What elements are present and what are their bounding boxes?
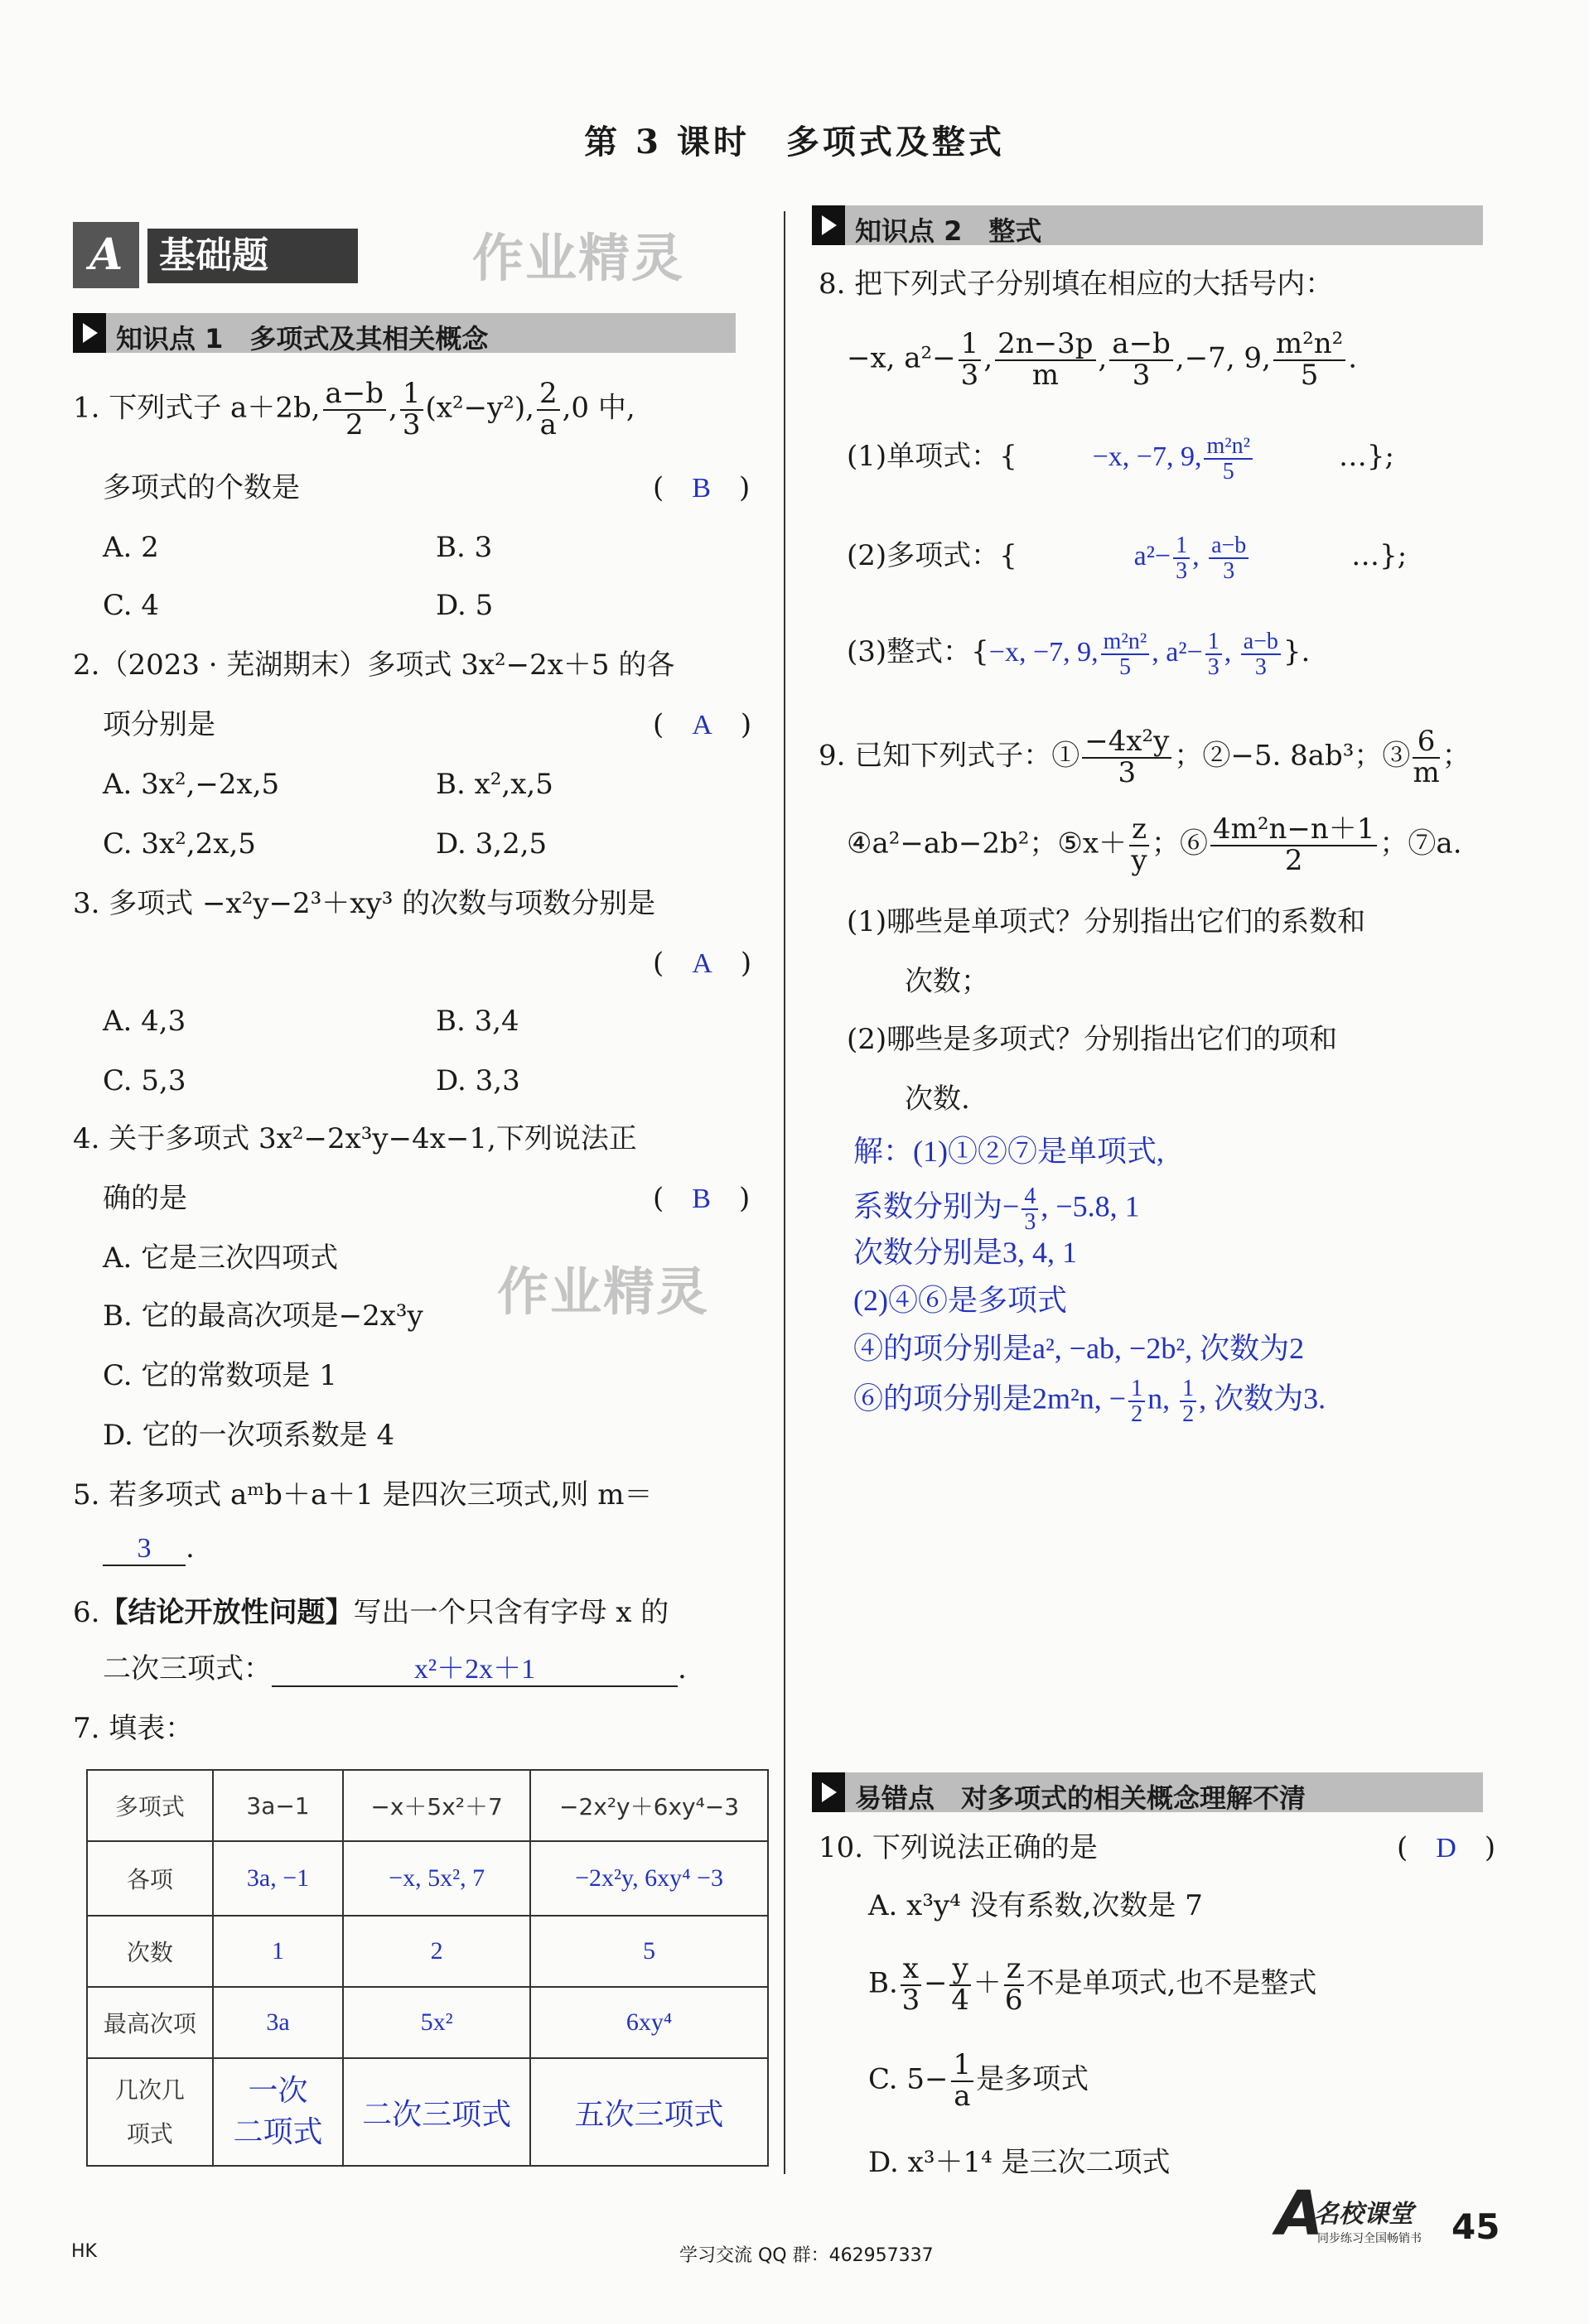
- q9-solution-2: 系数分别为− $\frac{4}{3}$ , −5.8, 1: [853, 1184, 1140, 1236]
- q1-answer: B: [692, 473, 711, 504]
- q9-solution-5: ④的项分别是a², −ab, −2b², 次数为2: [853, 1332, 1305, 1365]
- q9-solution-3: 次数分别是3, 4, 1: [853, 1236, 1078, 1269]
- q3-option-b: B. 3,4: [436, 1005, 519, 1038]
- q7-degree-c1: 1: [213, 1916, 343, 1987]
- q8-frac3: $\frac{a-b}{3}$: [1109, 330, 1173, 390]
- kp3-bar: [812, 1772, 1483, 1812]
- q1-stem-a: 1. 下列式子 a＋2b,: [73, 391, 321, 425]
- q6-line1: 6.【结论开放性问题】写出一个只含有字母 x 的: [73, 1596, 669, 1629]
- q6-answer: x²＋2x＋1: [272, 1653, 678, 1687]
- q9-sub2b: 次数.: [905, 1082, 970, 1116]
- q8-p2-frac2: $\frac{a-b}{3}$: [1209, 533, 1248, 584]
- q9-line1: 9. 已知下列式子：① $\frac{\text{−4x²y}}{3}$ ；②−5. 8ab³；③ $\frac{6}{m}$ ；: [819, 725, 1471, 789]
- q7-kind-c3: 五次三项式: [530, 2058, 768, 2166]
- q9-expr6: $\frac{\text{4m²n−n＋1}}{2}$: [1210, 815, 1377, 875]
- q7-row-highest-label: 最高次项: [87, 1987, 213, 2058]
- q5-answer-blank: 3 .: [103, 1532, 195, 1566]
- q7-kind-c2: 二次三项式: [343, 2058, 530, 2166]
- brand-name: 名校课堂: [1314, 2200, 1413, 2229]
- q6-line2: 二次三项式： x²＋2x＋1 .: [103, 1653, 687, 1687]
- q3-answer-box: ( A ): [653, 947, 752, 980]
- q7-degree-c3: 5: [530, 1916, 768, 1987]
- q1-option-b: B. 3: [436, 531, 493, 564]
- q3-answer: A: [692, 948, 712, 979]
- q9-sub1a: (1)哪些是单项式？分别指出它们的系数和: [847, 905, 1366, 938]
- q9-sol2-frac: $\frac{4}{3}$: [1022, 1184, 1038, 1235]
- q9-solution-1: 解：(1)①②⑦是单项式,: [853, 1135, 1164, 1168]
- q4-option-b: B. 它的最高次项是−2x³y: [103, 1299, 423, 1333]
- q1-frac1: $\frac{a-b}{2}$: [323, 379, 387, 440]
- q7-header-0: 多项式: [87, 1770, 213, 1841]
- q9-solution-4: (2)④⑥是多项式: [853, 1284, 1067, 1317]
- q9-expr5: $\frac{z}{y}$: [1129, 815, 1149, 875]
- q8-part1: (1)单项式：{ −x, −7, 9, $\frac{\text{m²n²}}{5}$ …};: [847, 433, 1394, 485]
- q4-option-a: A. 它是三次四项式: [103, 1242, 339, 1275]
- q8-part3-answer: −x, −7, 9, $\frac{\text{m²n²}}{5}$ , a²− $\frac{1}{3}$ , $\frac{a-b}{3}$: [989, 637, 1283, 668]
- q8-part1-answer: −x, −7, 9, $\frac{\text{m²n²}}{5}$: [1093, 441, 1255, 472]
- q3-option-a: A. 4,3: [103, 1005, 186, 1038]
- q4-line1: 4. 关于多项式 3x²−2x³y−4x−1,下列说法正: [73, 1122, 637, 1155]
- q7-label: 7. 填表：: [73, 1712, 194, 1745]
- q4-option-d: D. 它的一次项系数是 4: [103, 1419, 395, 1452]
- q4-line2: 确的是: [103, 1182, 187, 1215]
- q7-row-kind-label: 几次几 项式: [87, 2058, 213, 2166]
- q2-answer-box: ( A ): [653, 708, 752, 741]
- q7-header-2: −x＋5x²＋7: [343, 1770, 530, 1841]
- kp1-label: 知识点 1 多项式及其相关概念: [116, 323, 489, 354]
- q8-p1-frac: $\frac{\text{m²n²}}{5}$: [1204, 434, 1253, 485]
- q1-option-d: D. 5: [436, 589, 494, 622]
- q1-line2: 多项式的个数是: [103, 471, 300, 504]
- q6-tag: 【结论开放性问题】: [99, 1596, 354, 1629]
- play-triangle-icon: [73, 313, 106, 353]
- q4-option-c: C. 它的常数项是 1: [103, 1359, 337, 1392]
- column-divider: [784, 211, 785, 2174]
- q10-b-frac-z: $\frac{z}{6}$: [1004, 1952, 1023, 2017]
- q9-sub2a: (2)哪些是多项式？分别指出它们的项和: [847, 1023, 1338, 1056]
- q8-part2: (2)多项式：{ a²− $\frac{1}{3}$ , $\frac{a-b}{3}$ …};: [847, 533, 1408, 585]
- q2-option-b: B. x²,x,5: [436, 768, 553, 801]
- q9-expr1: $\frac{\text{−4x²y}}{3}$: [1082, 727, 1171, 788]
- q10-c-frac: $\frac{1}{a}$: [951, 2051, 974, 2111]
- q8-p3-frac2: $\frac{1}{3}$: [1205, 629, 1222, 680]
- q1-frac3: $\frac{2}{a}$: [537, 379, 560, 440]
- q8-frac1: $\frac{1}{3}$: [959, 330, 982, 390]
- q8-frac4: $\frac{\text{m²n²}}{5}$: [1273, 330, 1345, 390]
- q1-answer-box: ( B ): [653, 471, 751, 504]
- q1-frac2: $\frac{1}{3}$: [400, 379, 423, 440]
- q8-frac2: $\frac{2n-3p}{m}$: [995, 330, 1095, 390]
- kp3-label: 易错点 对多项式的相关概念理解不清: [855, 1782, 1306, 1814]
- q8-expressions: −x, a²− $\frac{1}{3}$ , $\frac{2n-3p}{m}$ , $\frac{a-b}{3}$ ,−7, 9, $\frac{\text{m²n²}}{5}$ .: [847, 327, 1358, 392]
- q9-solution-6: ⑥的项分别是2m²n, − $\frac{1}{2}$ n, $\frac{1}{2}$ , 次数为3.: [853, 1376, 1326, 1428]
- q2-line2: 项分别是: [103, 708, 215, 741]
- q9-sol6-frac1: $\frac{1}{2}$: [1128, 1377, 1145, 1427]
- q10-answer: D: [1436, 1833, 1456, 1864]
- q9-sol6-frac2: $\frac{1}{2}$: [1180, 1377, 1196, 1427]
- q10-option-d: D. x³＋1⁴ 是三次二项式: [868, 2146, 1171, 2179]
- q7-terms-c3: −2x²y, 6xy⁴ −3: [530, 1841, 768, 1916]
- q2-option-a: A. 3x²,−2x,5: [103, 768, 280, 801]
- q1-option-c: C. 4: [103, 589, 160, 622]
- q7-highest-c2: 5x²: [343, 1987, 530, 2058]
- q4-answer: B: [692, 1184, 711, 1214]
- q9-sub1b: 次数；: [905, 965, 989, 998]
- kp2-bar: [812, 205, 1483, 245]
- q7-terms-c2: −x, 5x², 7: [343, 1841, 530, 1916]
- q3-line1: 3. 多项式 −x²y−2³＋xy³ 的次数与项数分别是: [73, 887, 656, 920]
- brand-logo: [1276, 2178, 1422, 2258]
- q4-answer-box: ( B ): [653, 1182, 751, 1215]
- section-a-name: 基础题: [147, 229, 358, 283]
- q7-kind-c1: 一次 二项式: [213, 2058, 343, 2166]
- footer-left: HK: [71, 2241, 97, 2262]
- q1-option-a: A. 2: [103, 531, 159, 564]
- kp2-label: 知识点 2 整式: [855, 215, 1042, 247]
- q7-terms-c1: 3a, −1: [213, 1841, 343, 1916]
- q8-p3-frac3: $\frac{a-b}{3}$: [1241, 629, 1281, 680]
- q8-p2-frac1: $\frac{1}{3}$: [1173, 533, 1190, 584]
- q10-option-a: A. x³y⁴ 没有系数,次数是 7: [868, 1889, 1203, 1922]
- q8-p3-frac1: $\frac{\text{m²n²}}{5}$: [1101, 629, 1150, 680]
- q7-row-terms-label: 各项: [87, 1841, 213, 1916]
- q2-option-c: C. 3x²,2x,5: [103, 827, 256, 861]
- q7-highest-c1: 3a: [213, 1987, 343, 2058]
- q9-expr3: $\frac{6}{m}$: [1413, 725, 1440, 789]
- q2-line1: 2.（2023 · 芜湖期末）多项式 3x²−2x＋5 的各: [73, 649, 675, 682]
- q8-line1: 8. 把下列式子分别填在相应的大括号内：: [819, 268, 1334, 301]
- brand-a-icon: A: [1276, 2178, 1324, 2249]
- q7-header-1: 3a−1: [213, 1770, 343, 1841]
- play-triangle-icon: [812, 1772, 845, 1812]
- section-a-letter: A: [73, 222, 139, 288]
- q7-degree-c2: 2: [343, 1916, 530, 1987]
- q5-answer: 3: [103, 1532, 186, 1566]
- kp1-bar: [73, 313, 736, 353]
- page-number: 45: [1451, 2206, 1500, 2247]
- q1-stem: 1. 下列式子 a＋2b, $\frac{a-b}{2}$ , $\frac{1}{3}$ (x²−y²), $\frac{2}{a}$ ,0 中,: [73, 377, 635, 441]
- q3-option-d: D. 3,3: [436, 1064, 520, 1097]
- q7-header-3: −2x²y＋6xy⁴−3: [530, 1770, 768, 1841]
- q7-highest-c3: 6xy⁴: [530, 1987, 768, 2058]
- footer-qq: 学习交流 QQ 群：462957337: [679, 2245, 934, 2266]
- section-a-header: [73, 222, 355, 297]
- q2-answer: A: [692, 710, 712, 740]
- q5-line1: 5. 若多项式 aᵐb＋a＋1 是四次三项式,则 m＝: [73, 1478, 653, 1512]
- q10-option-c: C. 5− $\frac{1}{a}$ 是多项式: [868, 2048, 1089, 2113]
- q10-line1: 10. 下列说法正确的是: [819, 1831, 1098, 1864]
- brand-sub: 同步练习全国畅销书: [1317, 2232, 1422, 2245]
- q10-option-b: B. $\frac{x}{3}$ − $\frac{y}{4}$ ＋ $\frac{z}{6}$ 不是单项式,也不是整式: [868, 1952, 1317, 2017]
- watermark-middle: 作业精灵: [497, 1261, 710, 1322]
- q9-line2: ④a²−ab−2b²；⑤x＋ $\frac{z}{y}$ ；⑥ $\frac{\text{4m²n−n＋1}}{2}$ ；⑦a.: [847, 812, 1462, 877]
- q10-answer-box: ( D ): [1397, 1831, 1496, 1864]
- q7-row-degree-label: 次数: [87, 1916, 213, 1987]
- q2-option-d: D. 3,2,5: [436, 827, 548, 861]
- q8-part3: (3)整式：{−x, −7, 9, $\frac{\text{m²n²}}{5}$ , a²− $\frac{1}{3}$ , $\frac{a-b}{3}$ }.: [847, 629, 1311, 681]
- q8-part2-answer: a²− $\frac{1}{3}$ , $\frac{a-b}{3}$: [1134, 541, 1252, 571]
- q3-option-c: C. 5,3: [103, 1064, 186, 1097]
- page-title: 第 3 课时 多项式及整式: [584, 123, 1005, 162]
- q10-b-frac-y: $\frac{y}{4}$: [951, 1952, 969, 2017]
- q10-b-frac-x: $\frac{x}{3}$: [901, 1952, 920, 2017]
- watermark-top: 作业精灵: [472, 228, 685, 288]
- play-triangle-icon: [812, 205, 845, 245]
- q7-table: [86, 1769, 769, 2167]
